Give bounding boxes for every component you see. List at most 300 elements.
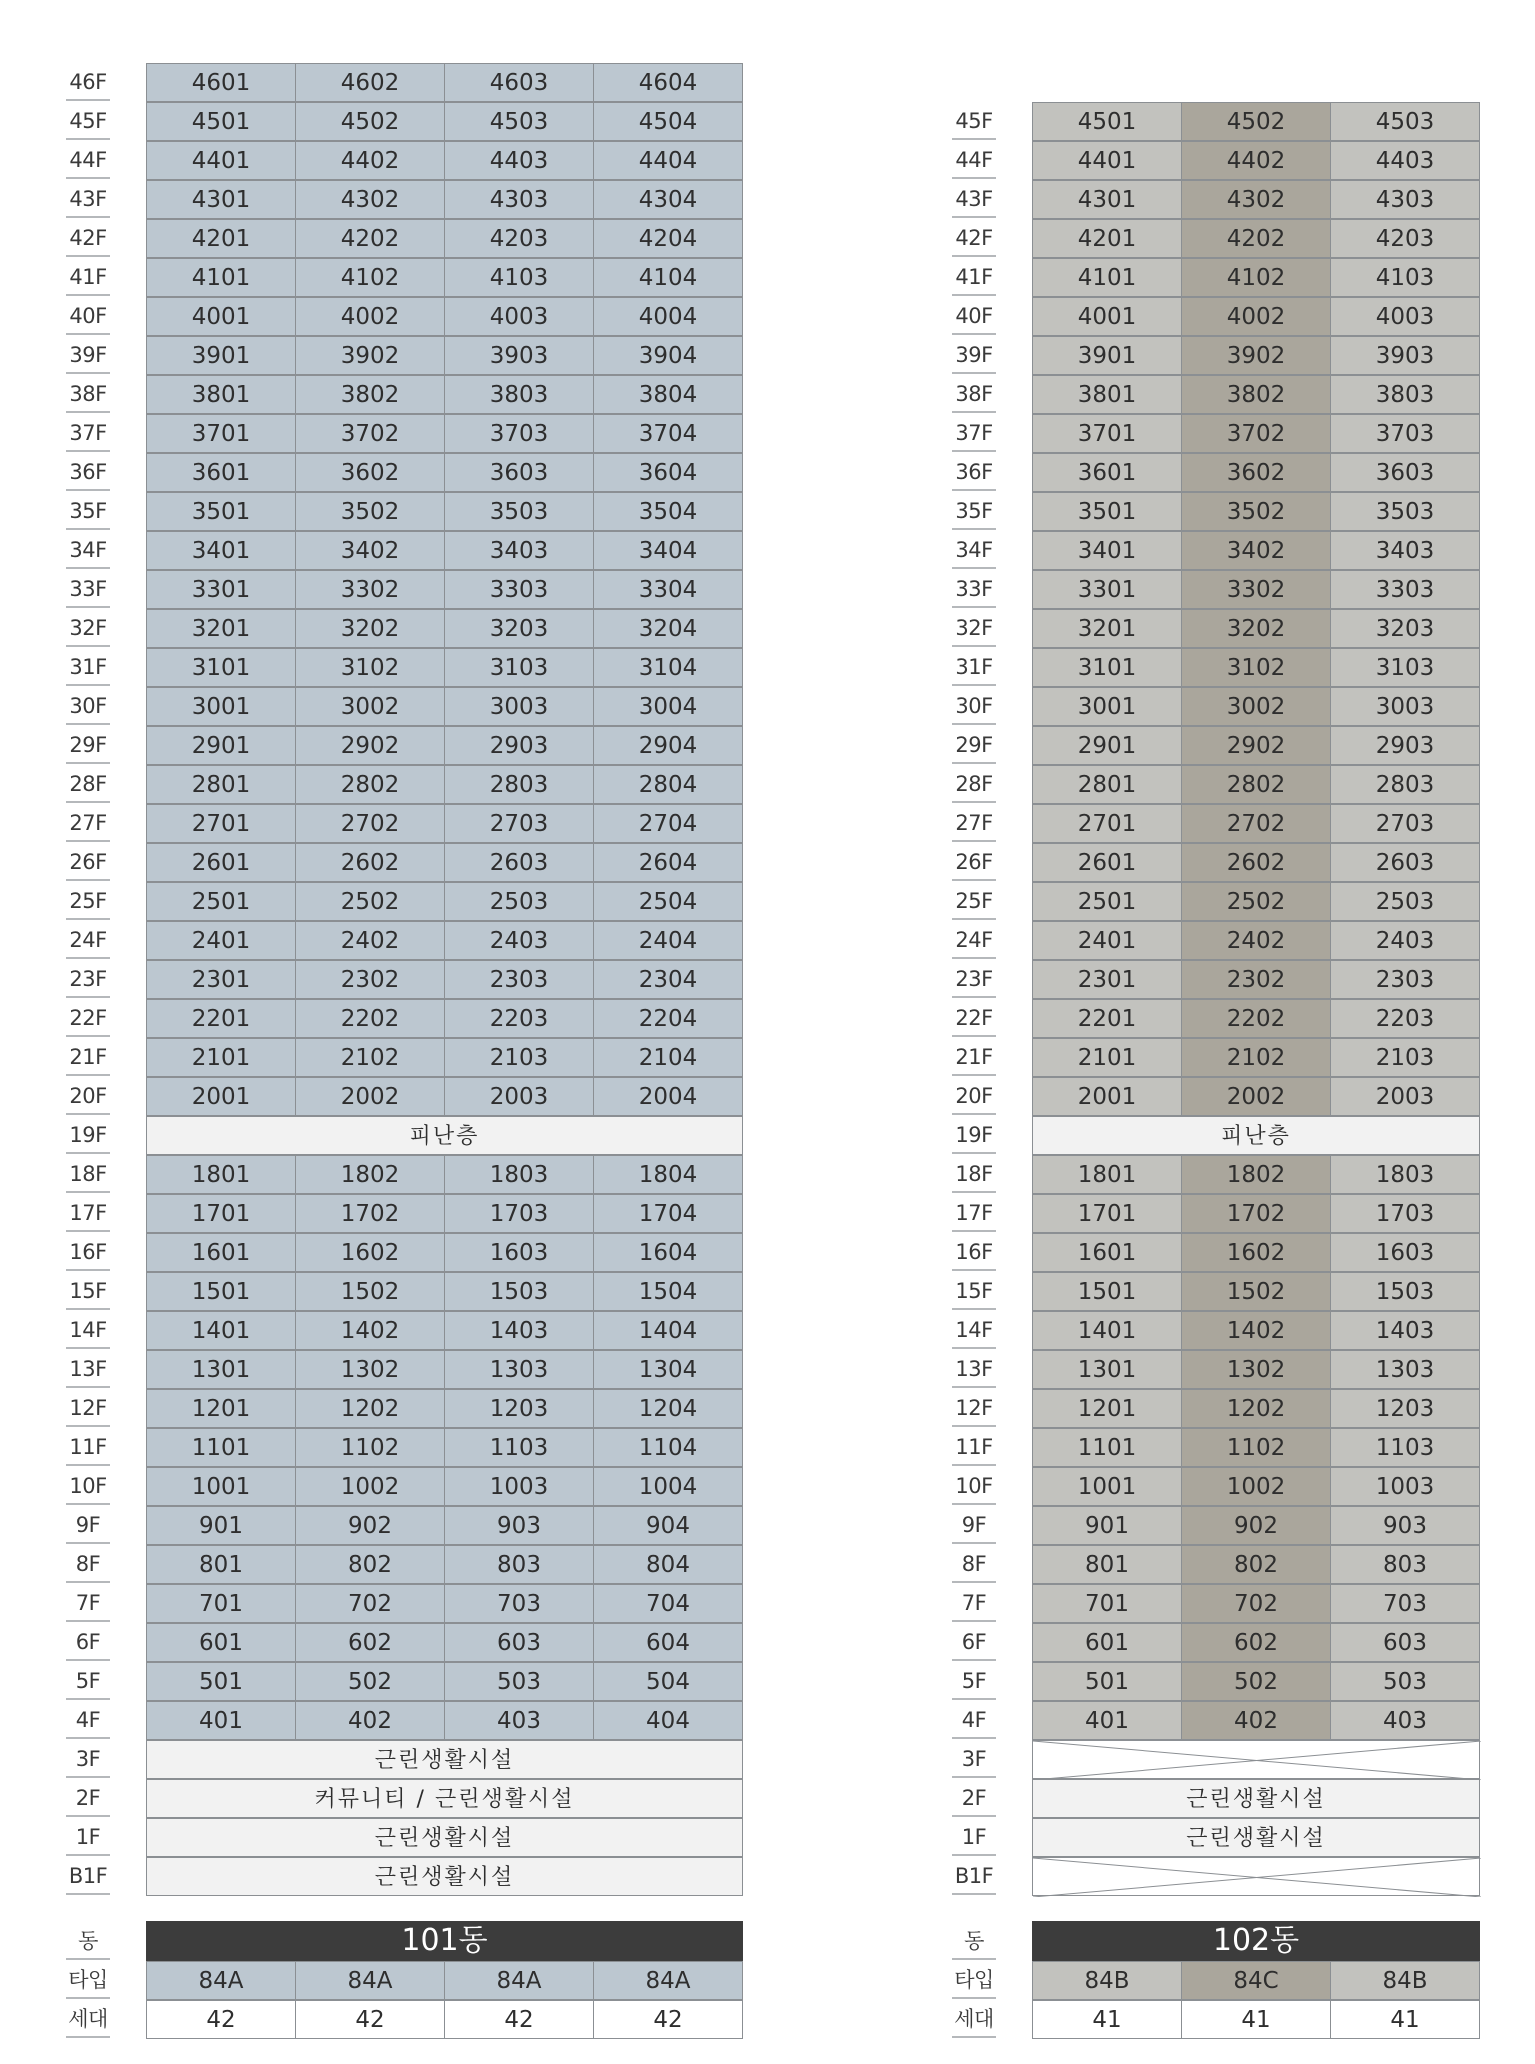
floor-label: 34F bbox=[952, 531, 996, 569]
facility-banner: 근린생활시설 bbox=[1032, 1818, 1480, 1857]
unit-type-cell: 84B bbox=[1032, 1961, 1182, 2000]
unit-cell: 2602 bbox=[295, 843, 445, 882]
unit-cell: 4601 bbox=[146, 63, 296, 102]
unit-cell: 603 bbox=[444, 1623, 594, 1662]
unit-cell: 901 bbox=[146, 1506, 296, 1545]
unit-cell: 2604 bbox=[593, 843, 743, 882]
households-label: 세대 bbox=[952, 2000, 996, 2038]
unit-cell: 2104 bbox=[593, 1038, 743, 1077]
unit-cell: 501 bbox=[146, 1662, 296, 1701]
unit-cell: 1203 bbox=[1330, 1389, 1480, 1428]
unit-cell: 3902 bbox=[1181, 336, 1331, 375]
unit-cell: 4302 bbox=[1181, 180, 1331, 219]
households-cell: 41 bbox=[1181, 2000, 1331, 2039]
floor-label: 1F bbox=[66, 1818, 110, 1856]
floor-label: 34F bbox=[66, 531, 110, 569]
unit-cell: 1202 bbox=[295, 1389, 445, 1428]
unit-cell: 1602 bbox=[1181, 1233, 1331, 1272]
unit-cell: 2301 bbox=[1032, 960, 1182, 999]
unit-cell: 903 bbox=[1330, 1506, 1480, 1545]
floor-label: 19F bbox=[66, 1116, 110, 1154]
floor-label: 10F bbox=[66, 1467, 110, 1505]
unit-cell: 4203 bbox=[1330, 219, 1480, 258]
unit-cell: 1201 bbox=[146, 1389, 296, 1428]
floor-label: 26F bbox=[66, 843, 110, 881]
unit-cell: 1103 bbox=[1330, 1428, 1480, 1467]
unit-cell: 1602 bbox=[295, 1233, 445, 1272]
floor-label: 27F bbox=[66, 804, 110, 842]
unit-cell: 602 bbox=[295, 1623, 445, 1662]
floor-label: 9F bbox=[66, 1506, 110, 1544]
unit-cell: 3003 bbox=[1330, 687, 1480, 726]
unit-cell: 2502 bbox=[1181, 882, 1331, 921]
floor-label: 30F bbox=[66, 687, 110, 725]
floor-label: 5F bbox=[66, 1662, 110, 1700]
floor-label: 15F bbox=[952, 1272, 996, 1310]
floor-label: 38F bbox=[66, 375, 110, 413]
unit-cell: 602 bbox=[1181, 1623, 1331, 1662]
facility-banner: 근린생활시설 bbox=[146, 1740, 743, 1779]
unit-cell: 3403 bbox=[444, 531, 594, 570]
unit-cell: 2401 bbox=[146, 921, 296, 960]
households-cell: 42 bbox=[295, 2000, 445, 2039]
floor-label: 32F bbox=[66, 609, 110, 647]
unit-cell: 3703 bbox=[1330, 414, 1480, 453]
unit-cell: 2902 bbox=[295, 726, 445, 765]
unit-cell: 3002 bbox=[295, 687, 445, 726]
floor-label: 13F bbox=[66, 1350, 110, 1388]
floor-label: 7F bbox=[952, 1584, 996, 1622]
floor-label: 29F bbox=[66, 726, 110, 764]
floor-label: 16F bbox=[952, 1233, 996, 1271]
floor-label: 25F bbox=[66, 882, 110, 920]
unit-cell: 3702 bbox=[1181, 414, 1331, 453]
floor-label: 28F bbox=[66, 765, 110, 803]
unit-cell: 3903 bbox=[444, 336, 594, 375]
floor-label: B1F bbox=[952, 1857, 996, 1895]
unit-cell: 2404 bbox=[593, 921, 743, 960]
unit-cell: 1403 bbox=[1330, 1311, 1480, 1350]
floor-label: 31F bbox=[66, 648, 110, 686]
unit-cell: 4203 bbox=[444, 219, 594, 258]
unit-cell: 4301 bbox=[1032, 180, 1182, 219]
floor-label: 44F bbox=[66, 141, 110, 179]
unit-cell: 2603 bbox=[1330, 843, 1480, 882]
unit-cell: 803 bbox=[1330, 1545, 1480, 1584]
unit-cell: 1703 bbox=[444, 1194, 594, 1233]
unit-cell: 2302 bbox=[1181, 960, 1331, 999]
unit-cell: 3203 bbox=[444, 609, 594, 648]
unit-cell: 2704 bbox=[593, 804, 743, 843]
unit-cell: 1301 bbox=[1032, 1350, 1182, 1389]
unit-cell: 401 bbox=[146, 1701, 296, 1740]
unit-cell: 903 bbox=[444, 1506, 594, 1545]
unit-cell: 2001 bbox=[146, 1077, 296, 1116]
unit-cell: 2902 bbox=[1181, 726, 1331, 765]
unit-cell: 1803 bbox=[1330, 1155, 1480, 1194]
unit-cell: 3404 bbox=[593, 531, 743, 570]
unit-cell: 2702 bbox=[1181, 804, 1331, 843]
unit-cell: 2302 bbox=[295, 960, 445, 999]
unit-cell: 402 bbox=[295, 1701, 445, 1740]
unit-cell: 1203 bbox=[444, 1389, 594, 1428]
floor-label: 42F bbox=[952, 219, 996, 257]
unit-cell: 3603 bbox=[444, 453, 594, 492]
unit-cell: 4302 bbox=[295, 180, 445, 219]
floor-label: 24F bbox=[66, 921, 110, 959]
unit-cell: 3702 bbox=[295, 414, 445, 453]
floor-label: 11F bbox=[66, 1428, 110, 1466]
unit-cell: 3402 bbox=[295, 531, 445, 570]
unit-cell: 1201 bbox=[1032, 1389, 1182, 1428]
unit-cell: 403 bbox=[1330, 1701, 1480, 1740]
unit-cell: 4304 bbox=[593, 180, 743, 219]
unit-cell: 704 bbox=[593, 1584, 743, 1623]
floor-label: 23F bbox=[66, 960, 110, 998]
unit-cell: 2801 bbox=[1032, 765, 1182, 804]
unit-cell: 3003 bbox=[444, 687, 594, 726]
unit-cell: 3002 bbox=[1181, 687, 1331, 726]
floor-label: 12F bbox=[952, 1389, 996, 1427]
floor-label: 17F bbox=[952, 1194, 996, 1232]
floor-label: 3F bbox=[952, 1740, 996, 1778]
unit-cell: 2503 bbox=[444, 882, 594, 921]
unit-cell: 2502 bbox=[295, 882, 445, 921]
unit-cell: 4201 bbox=[146, 219, 296, 258]
unit-cell: 3101 bbox=[146, 648, 296, 687]
floor-label: 41F bbox=[952, 258, 996, 296]
unit-cell: 802 bbox=[295, 1545, 445, 1584]
unit-cell: 2202 bbox=[295, 999, 445, 1038]
floor-label: 13F bbox=[952, 1350, 996, 1388]
unit-cell: 3802 bbox=[1181, 375, 1331, 414]
unit-cell: 2501 bbox=[1032, 882, 1182, 921]
floor-label: 20F bbox=[952, 1077, 996, 1115]
unit-cell: 1502 bbox=[295, 1272, 445, 1311]
unit-cell: 3803 bbox=[1330, 375, 1480, 414]
floor-label: 14F bbox=[66, 1311, 110, 1349]
unit-cell: 1502 bbox=[1181, 1272, 1331, 1311]
unit-cell: 702 bbox=[295, 1584, 445, 1623]
households-cell: 41 bbox=[1330, 2000, 1480, 2039]
unit-cell: 3801 bbox=[146, 375, 296, 414]
unit-cell: 3804 bbox=[593, 375, 743, 414]
unit-cell: 2803 bbox=[444, 765, 594, 804]
unit-cell: 4401 bbox=[146, 141, 296, 180]
unit-cell: 1603 bbox=[1330, 1233, 1480, 1272]
floor-label: 37F bbox=[66, 414, 110, 452]
floor-label: 39F bbox=[66, 336, 110, 374]
unit-cell: 3302 bbox=[295, 570, 445, 609]
unit-cell: 3802 bbox=[295, 375, 445, 414]
unit-cell: 3701 bbox=[146, 414, 296, 453]
floor-label: 29F bbox=[952, 726, 996, 764]
unit-cell: 2102 bbox=[295, 1038, 445, 1077]
unit-type-cell: 84B bbox=[1330, 1961, 1480, 2000]
unit-cell: 3102 bbox=[295, 648, 445, 687]
floor-label: 19F bbox=[952, 1116, 996, 1154]
unit-cell: 3903 bbox=[1330, 336, 1480, 375]
floor-label: 45F bbox=[952, 102, 996, 140]
unit-cell: 4503 bbox=[1330, 102, 1480, 141]
floor-label: 4F bbox=[952, 1701, 996, 1739]
unit-cell: 2301 bbox=[146, 960, 296, 999]
unit-cell: 2203 bbox=[444, 999, 594, 1038]
floor-label: 6F bbox=[66, 1623, 110, 1661]
floor-label: 46F bbox=[66, 63, 110, 101]
floor-label: 37F bbox=[952, 414, 996, 452]
unit-cell: 2803 bbox=[1330, 765, 1480, 804]
unit-cell: 4502 bbox=[295, 102, 445, 141]
unit-cell: 1302 bbox=[1181, 1350, 1331, 1389]
floor-label: 20F bbox=[66, 1077, 110, 1115]
unit-cell: 3301 bbox=[1032, 570, 1182, 609]
unit-cell: 3904 bbox=[593, 336, 743, 375]
unit-cell: 1503 bbox=[1330, 1272, 1480, 1311]
unit-cell: 2103 bbox=[444, 1038, 594, 1077]
floor-label: 45F bbox=[66, 102, 110, 140]
floor-label: 40F bbox=[66, 297, 110, 335]
unit-cell: 4101 bbox=[1032, 258, 1182, 297]
unit-cell: 3001 bbox=[146, 687, 296, 726]
unit-cell: 3503 bbox=[444, 492, 594, 531]
unit-cell: 4003 bbox=[1330, 297, 1480, 336]
unit-cell: 901 bbox=[1032, 1506, 1182, 1545]
unit-cell: 2401 bbox=[1032, 921, 1182, 960]
unit-cell: 2003 bbox=[1330, 1077, 1480, 1116]
unit-cell: 1601 bbox=[146, 1233, 296, 1272]
floor-label: 43F bbox=[66, 180, 110, 218]
unit-cell: 2901 bbox=[1032, 726, 1182, 765]
unit-cell: 801 bbox=[1032, 1545, 1182, 1584]
floor-label: 33F bbox=[66, 570, 110, 608]
unit-cell: 3603 bbox=[1330, 453, 1480, 492]
floor-label: 5F bbox=[952, 1662, 996, 1700]
unit-cell: 4101 bbox=[146, 258, 296, 297]
unit-cell: 703 bbox=[444, 1584, 594, 1623]
unit-cell: 3601 bbox=[1032, 453, 1182, 492]
unit-cell: 1101 bbox=[1032, 1428, 1182, 1467]
unit-cell: 501 bbox=[1032, 1662, 1182, 1701]
floor-label: 17F bbox=[66, 1194, 110, 1232]
unit-cell: 1003 bbox=[444, 1467, 594, 1506]
unit-cell: 1301 bbox=[146, 1350, 296, 1389]
unit-cell: 2201 bbox=[146, 999, 296, 1038]
unit-cell: 2701 bbox=[1032, 804, 1182, 843]
unit-cell: 1103 bbox=[444, 1428, 594, 1467]
unit-cell: 1802 bbox=[295, 1155, 445, 1194]
unit-cell: 2802 bbox=[1181, 765, 1331, 804]
unit-cell: 2403 bbox=[444, 921, 594, 960]
unit-cell: 2202 bbox=[1181, 999, 1331, 1038]
unit-cell: 2203 bbox=[1330, 999, 1480, 1038]
unit-cell: 701 bbox=[1032, 1584, 1182, 1623]
unit-type-cell: 84A bbox=[295, 1961, 445, 2000]
unit-cell: 1202 bbox=[1181, 1389, 1331, 1428]
unit-cell: 3102 bbox=[1181, 648, 1331, 687]
floor-label: 8F bbox=[66, 1545, 110, 1583]
unit-type-cell: 84C bbox=[1181, 1961, 1331, 2000]
unit-cell: 1404 bbox=[593, 1311, 743, 1350]
building-name: 102동 bbox=[1032, 1921, 1480, 1961]
floor-label: 28F bbox=[952, 765, 996, 803]
households-label: 세대 bbox=[66, 2000, 110, 2038]
unit-cell: 1303 bbox=[444, 1350, 594, 1389]
unit-cell: 4603 bbox=[444, 63, 594, 102]
unit-cell: 3202 bbox=[295, 609, 445, 648]
unit-cell: 3303 bbox=[1330, 570, 1480, 609]
unit-cell: 1001 bbox=[146, 1467, 296, 1506]
unit-cell: 2002 bbox=[295, 1077, 445, 1116]
unit-cell: 4004 bbox=[593, 297, 743, 336]
unit-cell: 502 bbox=[295, 1662, 445, 1701]
facility-banner: 커뮤니티 / 근린생활시설 bbox=[146, 1779, 743, 1818]
unit-cell: 2204 bbox=[593, 999, 743, 1038]
floor-label: 21F bbox=[952, 1038, 996, 1076]
unit-cell: 4404 bbox=[593, 141, 743, 180]
unit-cell: 4202 bbox=[295, 219, 445, 258]
unit-cell: 3304 bbox=[593, 570, 743, 609]
unit-cell: 2503 bbox=[1330, 882, 1480, 921]
unit-cell: 3901 bbox=[1032, 336, 1182, 375]
unit-cell: 2904 bbox=[593, 726, 743, 765]
unit-cell: 904 bbox=[593, 1506, 743, 1545]
unit-cell: 1102 bbox=[1181, 1428, 1331, 1467]
unit-cell: 3303 bbox=[444, 570, 594, 609]
unit-cell: 2303 bbox=[444, 960, 594, 999]
unit-cell: 4102 bbox=[295, 258, 445, 297]
unit-cell: 3703 bbox=[444, 414, 594, 453]
unit-cell: 2001 bbox=[1032, 1077, 1182, 1116]
unit-cell: 2402 bbox=[295, 921, 445, 960]
floor-label: 27F bbox=[952, 804, 996, 842]
unit-cell: 1002 bbox=[295, 1467, 445, 1506]
unit-cell: 604 bbox=[593, 1623, 743, 1662]
unit-cell: 2903 bbox=[1330, 726, 1480, 765]
unit-cell: 2103 bbox=[1330, 1038, 1480, 1077]
floor-label: 35F bbox=[952, 492, 996, 530]
unit-cell: 1801 bbox=[1032, 1155, 1182, 1194]
unit-cell: 3301 bbox=[146, 570, 296, 609]
floor-label: 3F bbox=[66, 1740, 110, 1778]
unit-cell: 2003 bbox=[444, 1077, 594, 1116]
unit-cell: 2701 bbox=[146, 804, 296, 843]
unit-cell: 3801 bbox=[1032, 375, 1182, 414]
unit-cell: 504 bbox=[593, 1662, 743, 1701]
unit-cell: 4403 bbox=[444, 141, 594, 180]
unit-cell: 4501 bbox=[1032, 102, 1182, 141]
floor-label: 30F bbox=[952, 687, 996, 725]
facility-banner: 근린생활시설 bbox=[146, 1818, 743, 1857]
households-cell: 41 bbox=[1032, 2000, 1182, 2039]
unit-cell: 2903 bbox=[444, 726, 594, 765]
unit-cell: 3201 bbox=[146, 609, 296, 648]
unit-cell: 4002 bbox=[295, 297, 445, 336]
unit-cell: 1601 bbox=[1032, 1233, 1182, 1272]
floor-label: 9F bbox=[952, 1506, 996, 1544]
unit-cell: 2004 bbox=[593, 1077, 743, 1116]
unit-cell: 4001 bbox=[146, 297, 296, 336]
households-cell: 42 bbox=[146, 2000, 296, 2039]
unit-cell: 1104 bbox=[593, 1428, 743, 1467]
unit-cell: 601 bbox=[1032, 1623, 1182, 1662]
floor-label: 36F bbox=[66, 453, 110, 491]
floor-label: 2F bbox=[952, 1779, 996, 1817]
unit-cell: 601 bbox=[146, 1623, 296, 1662]
unit-cell: 1801 bbox=[146, 1155, 296, 1194]
unit-cell: 4002 bbox=[1181, 297, 1331, 336]
unit-cell: 1303 bbox=[1330, 1350, 1480, 1389]
unit-cell: 3401 bbox=[146, 531, 296, 570]
unit-cell: 702 bbox=[1181, 1584, 1331, 1623]
unit-cell: 2702 bbox=[295, 804, 445, 843]
floor-label: 10F bbox=[952, 1467, 996, 1505]
unit-cell: 2901 bbox=[146, 726, 296, 765]
floor-label: 33F bbox=[952, 570, 996, 608]
unit-cell: 3203 bbox=[1330, 609, 1480, 648]
unit-cell: 403 bbox=[444, 1701, 594, 1740]
unit-cell: 3004 bbox=[593, 687, 743, 726]
unit-cell: 1702 bbox=[1181, 1194, 1331, 1233]
floor-label: 40F bbox=[952, 297, 996, 335]
unit-cell: 803 bbox=[444, 1545, 594, 1584]
empty-floor-cross bbox=[1032, 1740, 1480, 1779]
floor-label: 6F bbox=[952, 1623, 996, 1661]
unit-cell: 3401 bbox=[1032, 531, 1182, 570]
floor-label: 44F bbox=[952, 141, 996, 179]
refuge-floor-banner: 피난층 bbox=[1032, 1116, 1480, 1155]
unit-cell: 1004 bbox=[593, 1467, 743, 1506]
unit-cell: 1604 bbox=[593, 1233, 743, 1272]
unit-cell: 2403 bbox=[1330, 921, 1480, 960]
unit-cell: 3901 bbox=[146, 336, 296, 375]
unit-cell: 3201 bbox=[1032, 609, 1182, 648]
floor-label: 16F bbox=[66, 1233, 110, 1271]
floor-label: 35F bbox=[66, 492, 110, 530]
unit-cell: 2101 bbox=[1032, 1038, 1182, 1077]
unit-cell: 2501 bbox=[146, 882, 296, 921]
unit-cell: 902 bbox=[1181, 1506, 1331, 1545]
unit-cell: 3103 bbox=[1330, 648, 1480, 687]
unit-cell: 3001 bbox=[1032, 687, 1182, 726]
unit-cell: 2201 bbox=[1032, 999, 1182, 1038]
unit-cell: 2601 bbox=[1032, 843, 1182, 882]
floor-label: 25F bbox=[952, 882, 996, 920]
unit-type-cell: 84A bbox=[444, 1961, 594, 2000]
unit-cell: 1204 bbox=[593, 1389, 743, 1428]
unit-cell: 4103 bbox=[444, 258, 594, 297]
unit-cell: 1302 bbox=[295, 1350, 445, 1389]
type-label: 타입 bbox=[952, 1961, 996, 1999]
floor-label: 14F bbox=[952, 1311, 996, 1349]
unit-cell: 4402 bbox=[1181, 141, 1331, 180]
unit-cell: 801 bbox=[146, 1545, 296, 1584]
floor-label: B1F bbox=[66, 1857, 110, 1895]
households-cell: 42 bbox=[593, 2000, 743, 2039]
unit-cell: 2402 bbox=[1181, 921, 1331, 960]
unit-cell: 4504 bbox=[593, 102, 743, 141]
unit-cell: 3501 bbox=[1032, 492, 1182, 531]
floor-label: 2F bbox=[66, 1779, 110, 1817]
unit-cell: 3103 bbox=[444, 648, 594, 687]
unit-cell: 4103 bbox=[1330, 258, 1480, 297]
unit-cell: 4604 bbox=[593, 63, 743, 102]
unit-cell: 1501 bbox=[1032, 1272, 1182, 1311]
floor-label: 31F bbox=[952, 648, 996, 686]
unit-type-cell: 84A bbox=[146, 1961, 296, 2000]
floor-label: 4F bbox=[66, 1701, 110, 1739]
floor-label: 18F bbox=[952, 1155, 996, 1193]
